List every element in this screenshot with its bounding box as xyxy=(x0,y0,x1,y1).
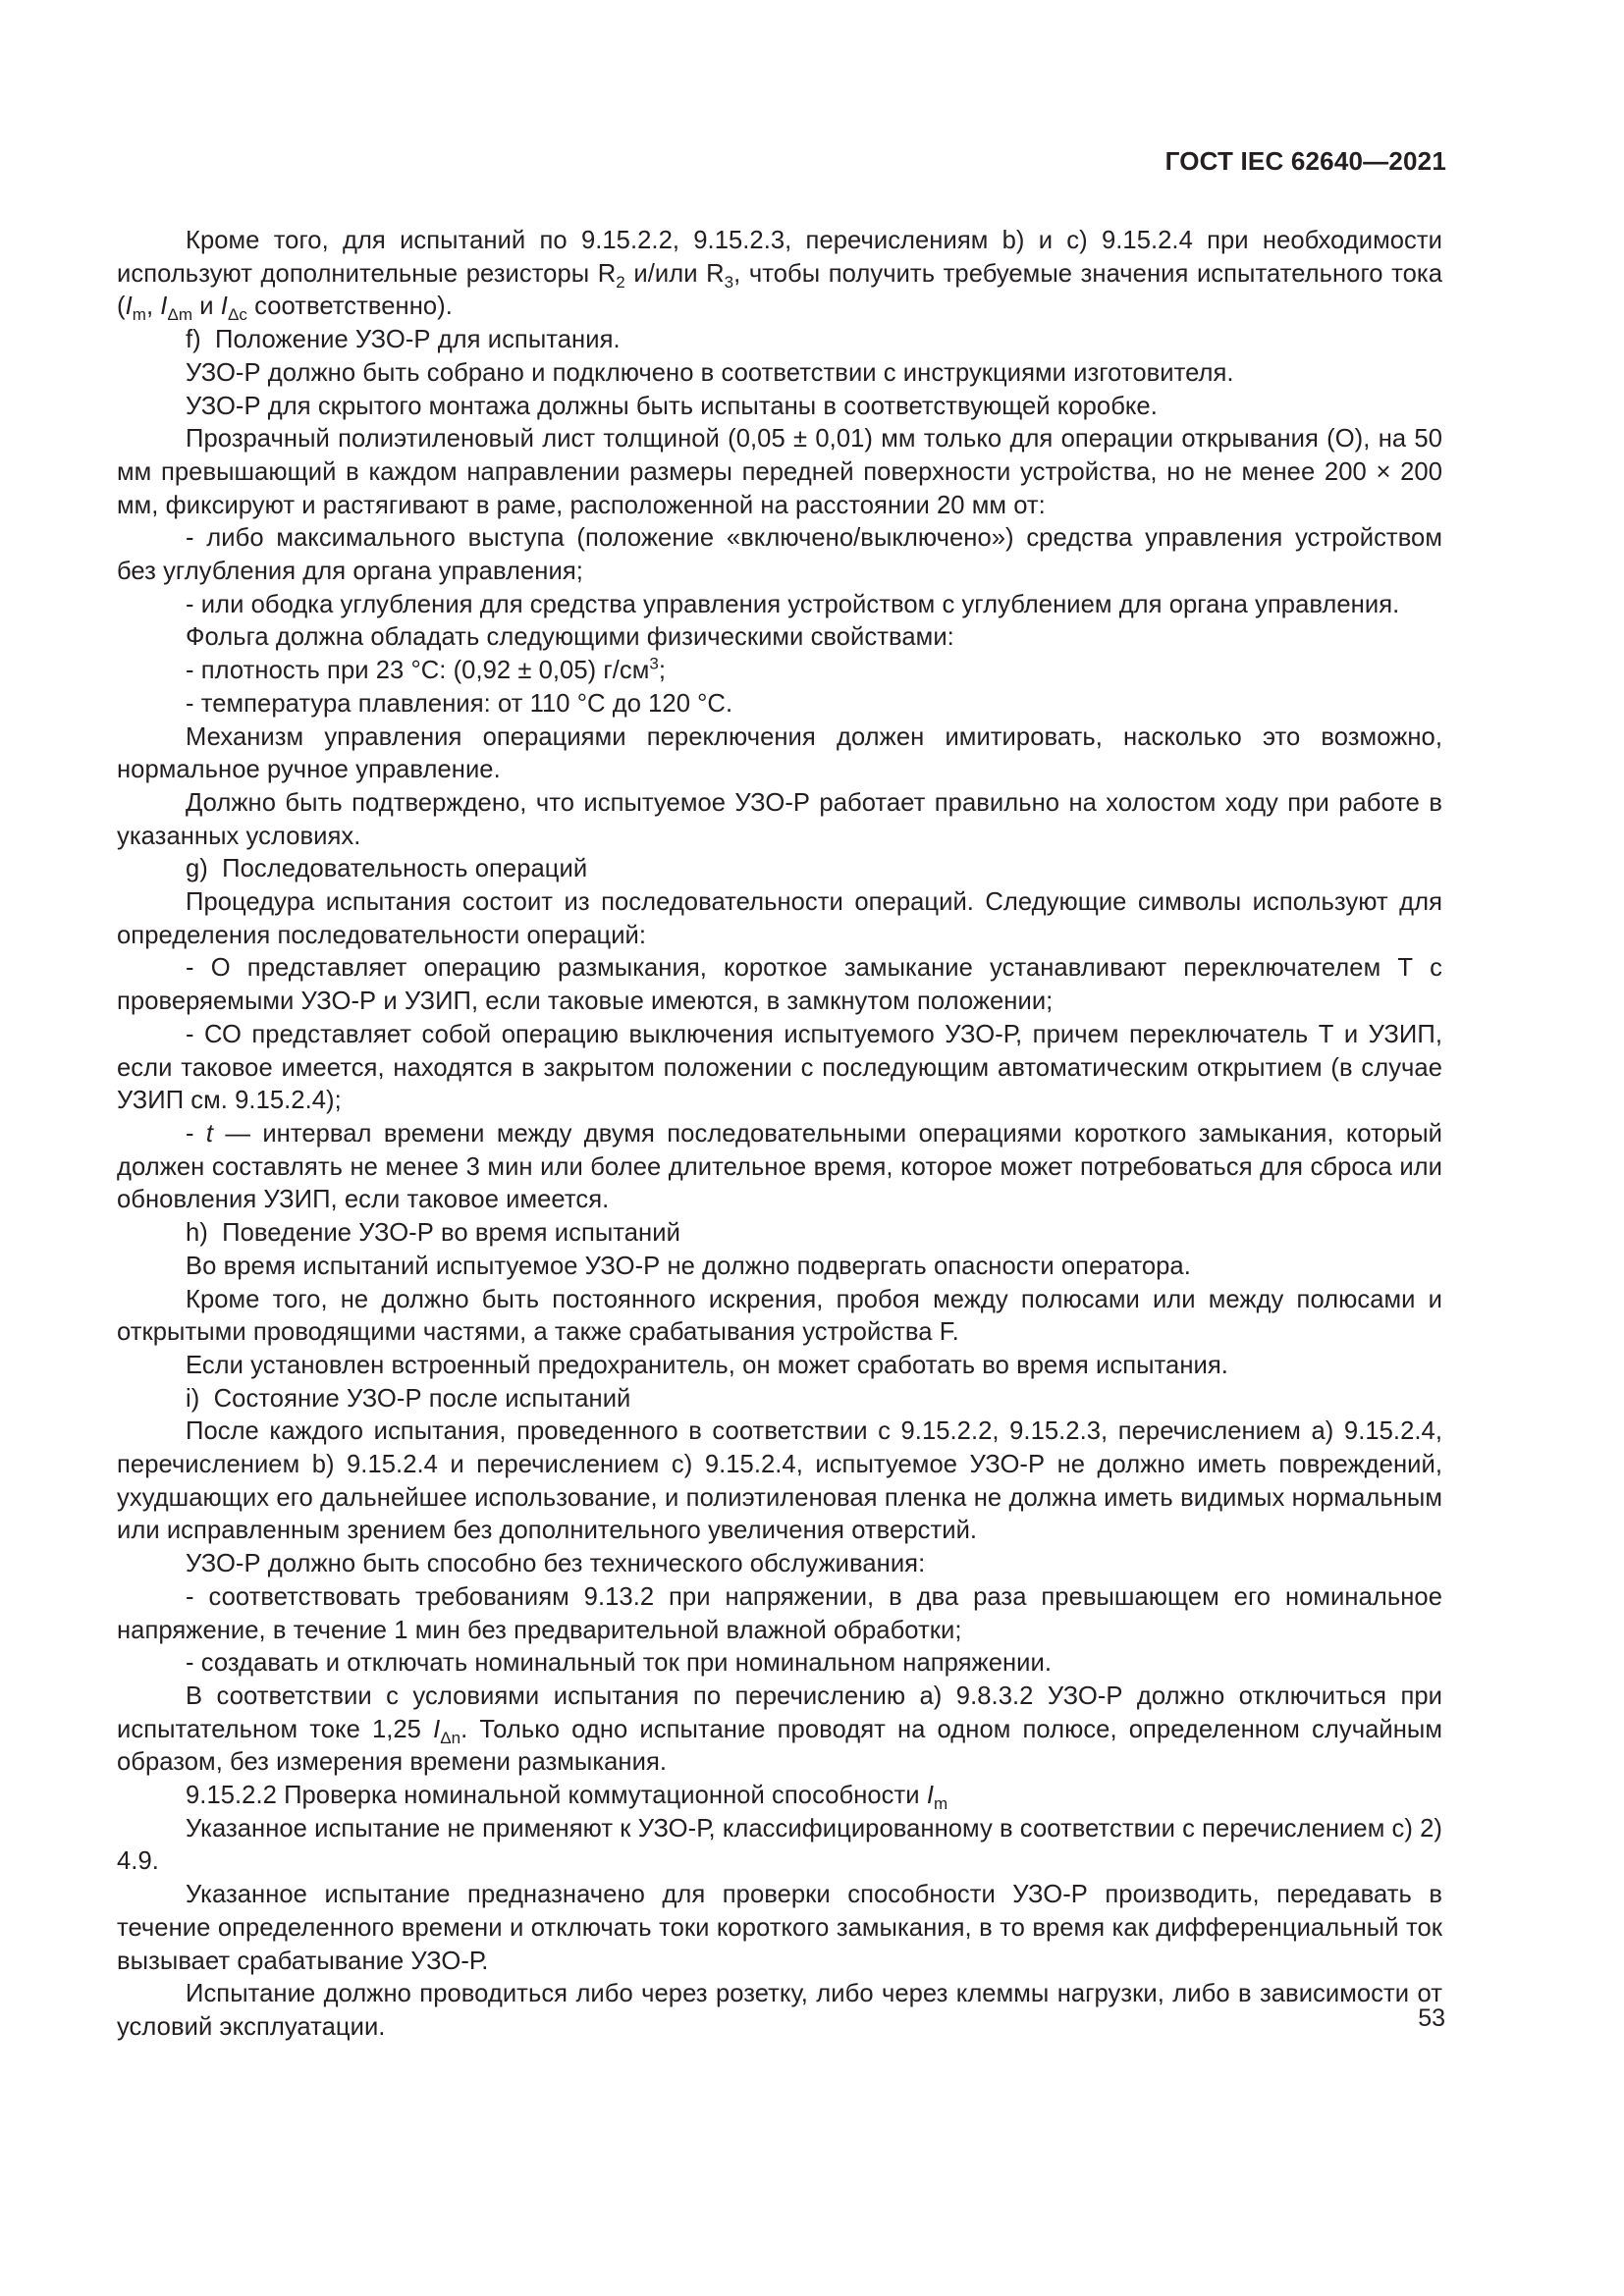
body-paragraph: - плотность при 23 °С: (0,92 ± 0,05) $г/см^3$; xyxy=(186,654,667,685)
document-body xyxy=(117,225,1442,2045)
body-paragraph: Кроме того, не должно быть постоянного искрения, пробоя между полюсами или между полюсами и открытыми проводящими частями, а также срабатывания устройства F. xyxy=(117,1285,1442,1347)
body-paragraph: Прозрачный полиэтиленовый лист толщиной (0,05 ± 0,01) мм только для операции открывания (О), на 50 мм превышающий в каждом направлении размеры передней поверхности устройства, но не менее 200 × 200 мм, фиксируют и растягивают в раме, расположенной на расстоянии 20 мм от: xyxy=(117,425,1442,519)
body-paragraph: - либо максимального выступа (положение «включено/выключено») средства управления устройством без углубления для органа управления; xyxy=(117,524,1442,586)
body-paragraph: - создавать и отключать номинальный ток при номинальном напряжении. xyxy=(186,1649,1053,1678)
page-number: 53 xyxy=(1418,2004,1445,2032)
body-paragraph: 9.15.2.2 Проверка номинальной коммутационной способности $I_m$ xyxy=(186,1782,948,1813)
body-paragraph: g) Последовательность операций xyxy=(186,855,588,883)
body-paragraph: - или ободка углубления для средства управления устройством с углублением для органа управления. xyxy=(186,590,1400,618)
body-paragraph: Если установлен встроенный предохранитель, он может сработать во время испытания. xyxy=(186,1351,1228,1379)
body-paragraph: В соответствии с условиями испытания по перечислению a) 9.8.3.2 УЗО-Р должно отключиться при испытательном токе 1,25 $I_{\Delta n}$. Только одно испытание проводят на одном полюсе, определенном случайным образом, без измерения времени размыкания. xyxy=(117,1682,1442,1777)
body-paragraph: Во время испытаний испытуемое УЗО-Р не должно подвергать опасности оператора. xyxy=(186,1252,1191,1280)
body-paragraph: Механизм управления операциями переключения должен имитировать, насколько это возможно, нормальное ручное управление. xyxy=(117,722,1442,784)
body-paragraph: УЗО-Р для скрытого монтажа должны быть испытаны в соответствующей коробке. xyxy=(186,392,1158,420)
body-paragraph: Фольга должна обладать следующими физическими свойствами: xyxy=(186,623,954,652)
body-paragraph: - СО представляет собой операцию выключения испытуемого УЗО-Р, причем переключатель Т и УЗИП, если таковое имеется, находятся в закрытом положении с последующим автоматическим открытием (в случае УЗИП см. 9.15.2.4); xyxy=(117,1020,1442,1115)
body-paragraph: Процедура испытания состоит из последовательности операций. Следующие символы используют для определения последовательности операций: xyxy=(117,888,1442,949)
body-paragraph: f) Положение УЗО-Р для испытания. xyxy=(186,326,621,354)
body-paragraph: - t — интервал времени между двумя последовательными операциями короткого замыкания, который должен составлять не менее 3 мин или более длительное время, которое может потребоваться для сброса или обновления УЗИП, если таковое имеется. xyxy=(117,1119,1442,1214)
body-paragraph: Указанное испытание не применяют к УЗО-Р, классифицированному в соответствии с перечислением с) 2) 4.9. xyxy=(117,1814,1442,1876)
body-paragraph: - температура плавления: от 110 °С до 120 °С. xyxy=(186,689,733,718)
body-paragraph: После каждого испытания, проведенного в соответствии с 9.15.2.2, 9.15.2.3, перечислением а) 9.15.2.4, перечислением b) 9.15.2.4 и перечислением с) 9.15.2.4, испытуемое УЗО-Р не должно иметь повреждений, ухудшающих его дальнейшее использование, и полиэтиленовая пленка не должна иметь видимых нормальным или исправленным зрением без дополнительного увеличения отверстий. xyxy=(117,1417,1442,1545)
body-paragraph: - соответствовать требованиям 9.13.2 при напряжении, в два раза превышающем его номинальное напряжение, в течение 1 мин без предварительной влажной обработки; xyxy=(117,1582,1442,1644)
body-paragraph: Указанное испытание предназначено для проверки способности УЗО-Р производить, передавать в течение определенного времени и отключать токи короткого замыкания, в то время как дифференциальный ток вызывает срабатывание УЗО-Р. xyxy=(117,1881,1442,1975)
document-header-standard-id: ГОСТ IEC 62640—2021 xyxy=(1164,146,1446,176)
body-paragraph: УЗО-Р должно быть собрано и подключено в соответствии с инструкциями изготовителя. xyxy=(186,358,1234,387)
body-paragraph: УЗО-Р должно быть способно без технического обслуживания: xyxy=(186,1550,926,1578)
body-paragraph: Кроме того, для испытаний по 9.15.2.2, 9.15.2.3, перечислениям b) и c) 9.15.2.4 при необходимости используют дополнительные резисторы $R_2$ и/или $R_3$, чтобы получить требуемые значения испытательного тока ($I_m$, $I_{\Delta m}$ и $I_{\Delta c}$ соответственно). xyxy=(117,227,1442,325)
body-paragraph: Должно быть подтверждено, что испытуемое УЗО-Р работает правильно на холостом ходу при работе в указанных условиях. xyxy=(117,788,1442,850)
body-paragraph: h) Поведение УЗО-Р во время испытаний xyxy=(186,1219,680,1248)
body-paragraph: i) Состояние УЗО-Р после испытаний xyxy=(186,1384,631,1413)
body-paragraph: Испытание должно проводиться либо через розетку, либо через клеммы нагрузки, либо в зависимости от условий эксплуатации. xyxy=(117,1980,1442,2041)
body-paragraph: - O представляет операцию размыкания, короткое замыкание устанавливают переключателем Т с проверяемыми УЗО-Р и УЗИП, если таковые имеются, в замкнутом положении; xyxy=(117,954,1442,1016)
